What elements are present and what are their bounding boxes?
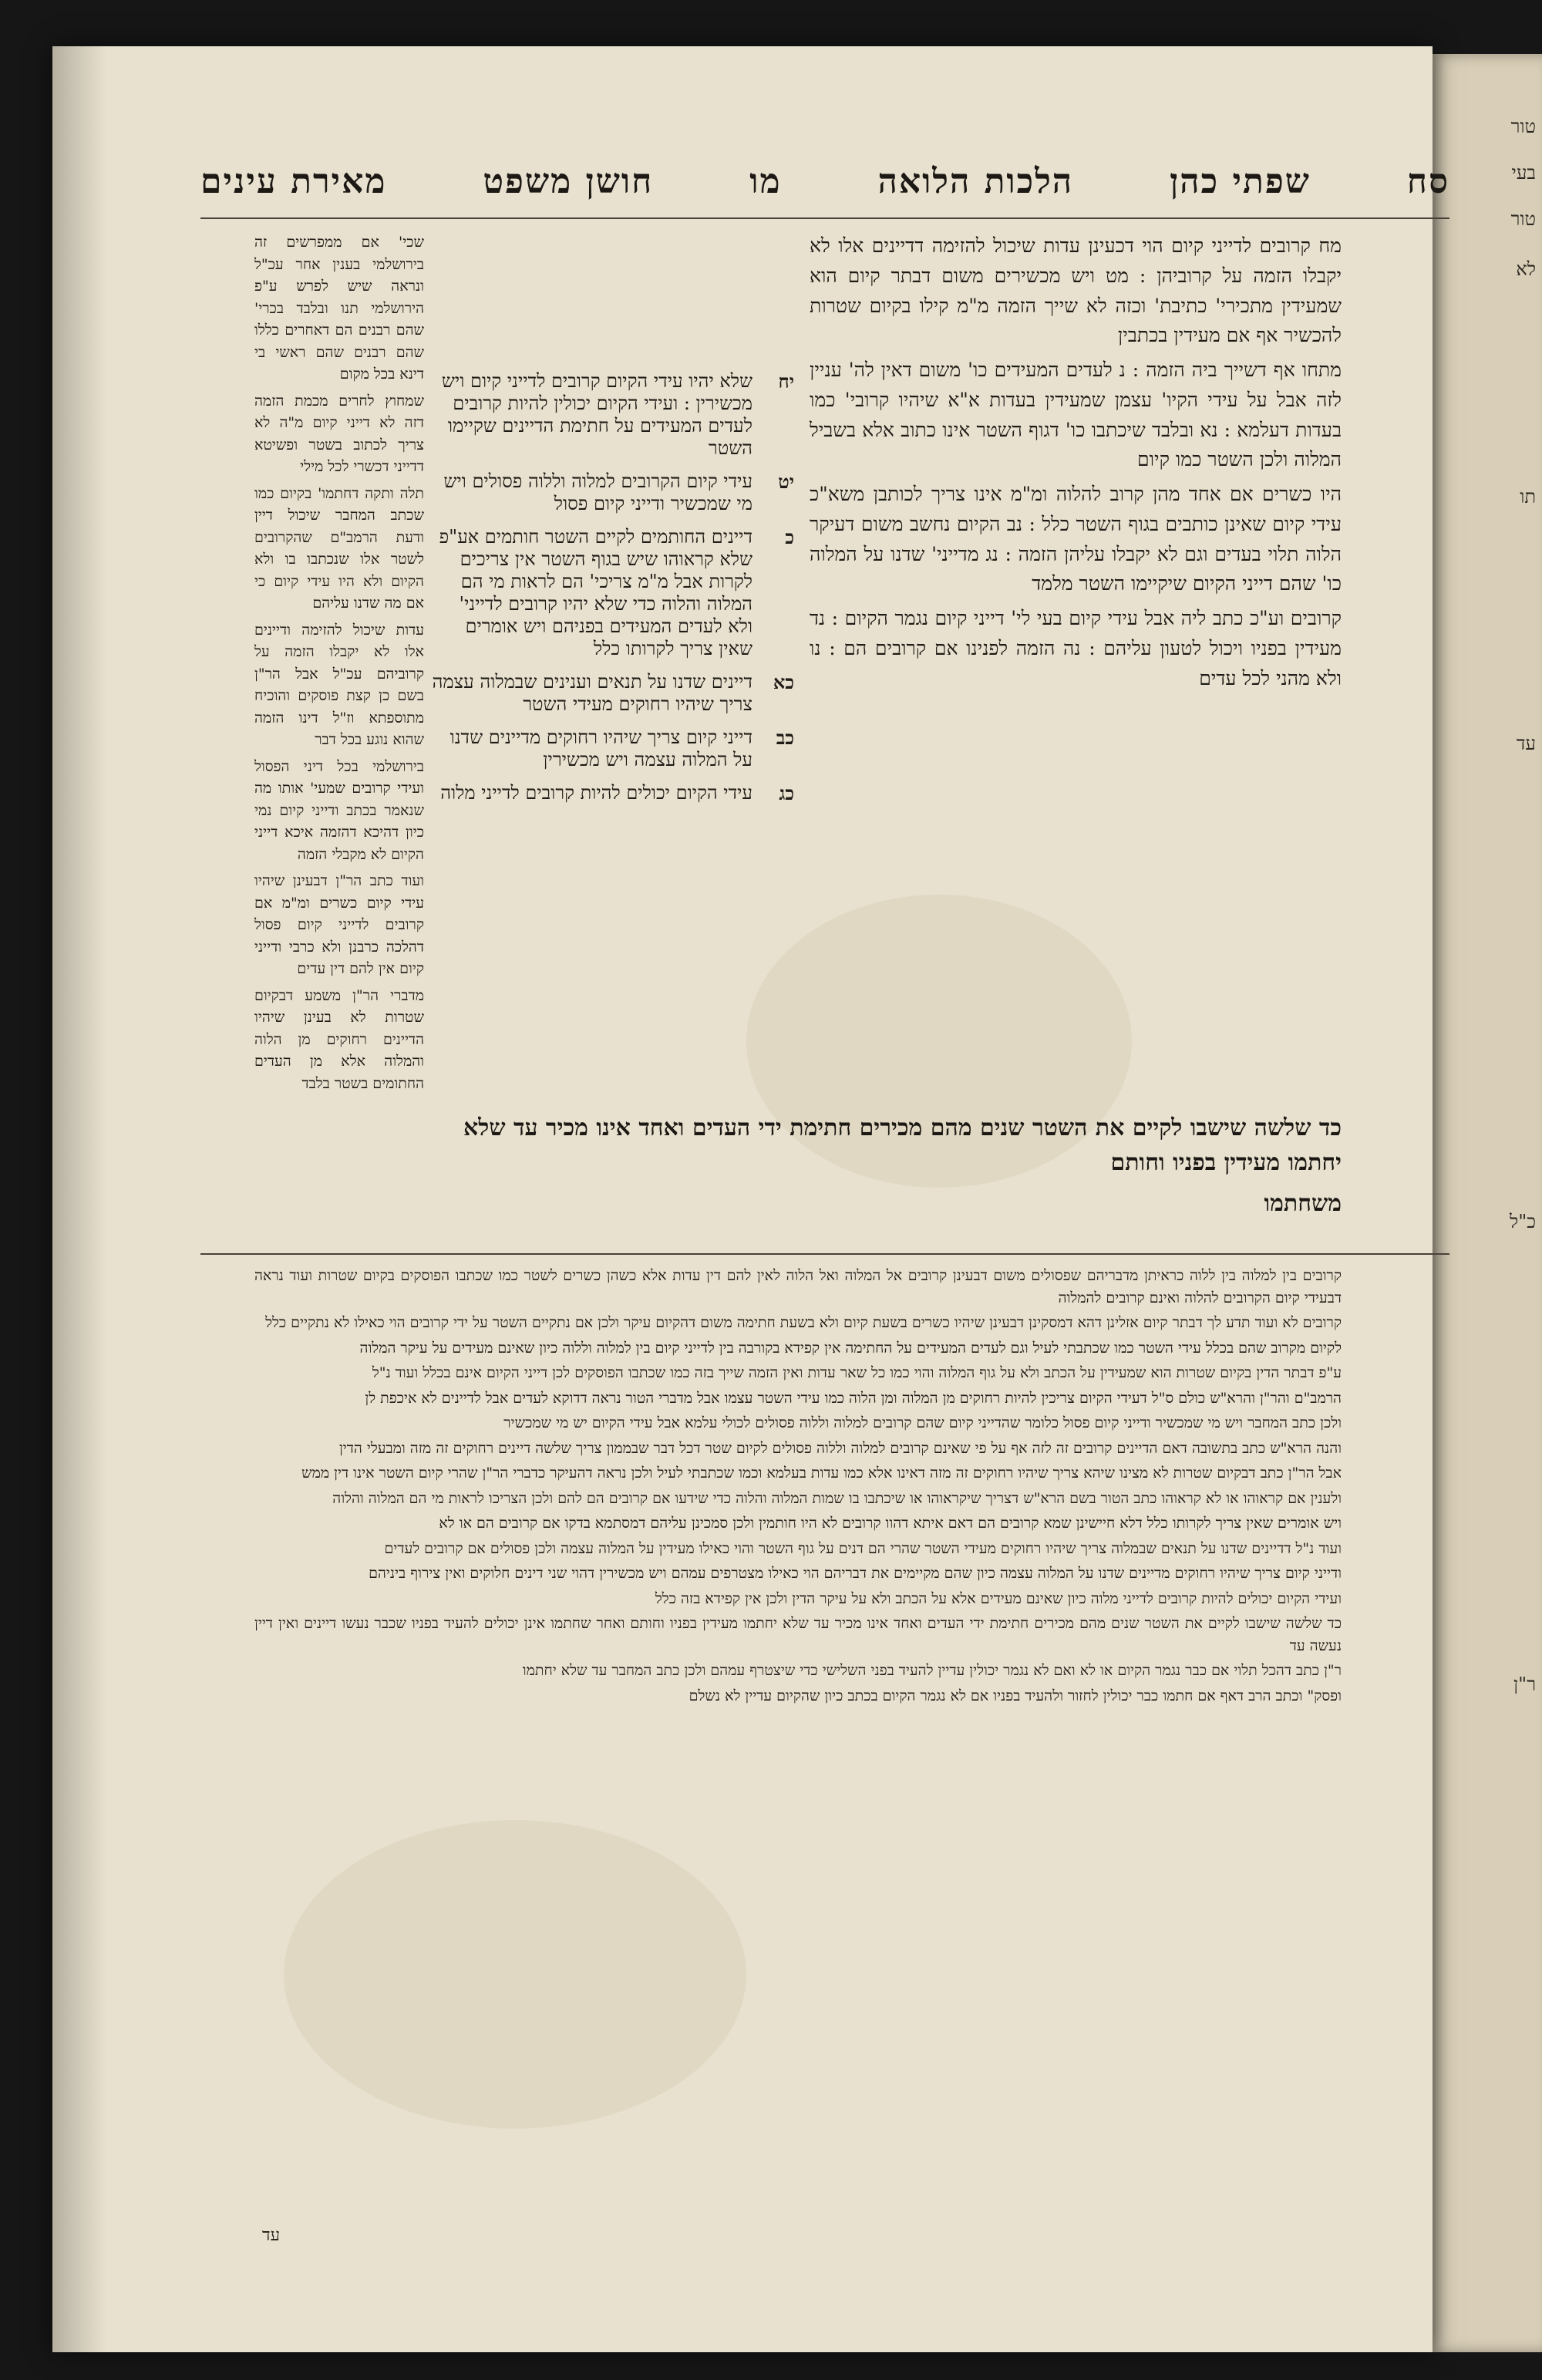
commentary-paragraph: ועוד נ"ל דדיינים שדנו על תנאים שבמלוה צריך שיהיו רחוקים מעידי השטר שהרי הם דנים על גוף השטר והוי כאילו מעידין על המלוה עצמה ולכן פסולים אם קרובים לעדים: [384, 1539, 1342, 1557]
bottom-commentary-block: [254, 1265, 1342, 2244]
section-rule: [200, 1253, 1449, 1255]
header-part: חושן משפט: [483, 161, 654, 201]
commentary-paragraph: ע"פ דבתר הדין בקיום שטרות הוא שמעידין על הכתב ולא על גוף המלוה והוי כמו כל שאר עדות ואין הזמה שייך בזה כמו שכתבו הפוסקים לכן דייני הקיום אינם בכלל ועוד נ"ל: [372, 1364, 1342, 1381]
entry-text: עידי הקיום יכולים להיות קרובים לדייני מלוה: [440, 782, 752, 804]
entry-number: יט: [778, 470, 794, 493]
law-entry: [432, 370, 794, 460]
header-part: מו: [749, 161, 782, 201]
commentary-paragraph: לקיום מקרוב שהם בכלל עידי השטר כמו שכתבתי לעיל וגם לעדים המעידים על החתימה אין קפידא בקורבה בין לדייני קיום בין למלוה וללוה כיון שאינם מעידים על עיקר המלוה: [359, 1339, 1342, 1357]
header-part: מאירת עינים: [200, 161, 387, 201]
header-rule: [200, 217, 1449, 219]
page-gutter-shadow: [52, 46, 106, 2352]
commentary-paragraph: קרובים וע"כ כתב ליה אבל עידי קיום בעי לי' דייני קיום נגמר הקיום : נד מעידין בפניו ויכול לטעון עליהם : נה הזמה לפנינו אם קרובים הם : נו ולא מהני לכל עדים: [810, 607, 1342, 689]
entry-number: כא: [773, 671, 794, 693]
next-page-fragment: עד: [1516, 733, 1536, 754]
commentary-paragraph: בירושלמי בכל דיני הפסול ועידי קרובים שמעי' אותו מה שנאמר בכתב ודייני קיום נמי כיון דהיכא דהזמה איכא דייני הקיום לא מקבלי הזמה: [254, 757, 424, 863]
entry-number: יח: [778, 370, 794, 393]
entry-number: כג: [779, 782, 794, 804]
next-page-fragment: טור: [1510, 208, 1536, 230]
law-entry: [432, 526, 794, 660]
commentary-paragraph: והנה הרא"ש כתב בתשובה דאם הדיינים קרובים זה לזה אף על פי שאינם קרובים למלוה וללוה פסולים לקיום שטר דכל דבר שבממון צריך שלשה דיינים רחוקים זה מזה ומבעלי הדין: [338, 1439, 1342, 1457]
section-heading-line: כד שלשה שישבו לקיים את השטר שנים מהם מכירים חתימת ידי העדים ואחד אינו מכיר עד שלא יחתמו מעידין בפניו וחותם: [463, 1114, 1342, 1176]
entry-number: כב: [776, 726, 794, 749]
running-header: [200, 154, 1449, 208]
commentary-paragraph: מדברי הר"ן משמע דבקיום שטרות לא בעינן שיהיו הדיינים רחוקים מן הלוה והמלוה אלא מן העדים החתומים בשטר בלבד: [254, 986, 424, 1092]
commentary-paragraph: מתחו אף דשייך ביה הזמה : נ לעדים המעידים כו' משום דאין לה' עניין לזה אבל על עידי הקיו' עצמן שמעידין בעדות א"א שיהיו קרובי' כמו בעדות דעלמא : נא ובלבד שיכתבו כו' דגוף השטר אינו כתוב אלא בשביל המלוה ולכן השטר כמו קיום: [810, 359, 1342, 471]
commentary-paragraph: עדות שיכול להזימה ודיינים אלו לא יקבלו הזמה על קרוביהם עכ"ל אבל הר"ן בשם כן קצת פוסקים והוכיח מתוספתא וז"ל דינו הזמה שהוא נוגע בכל דבר: [254, 621, 424, 748]
law-entry: [432, 470, 794, 515]
commentary-paragraph: ועידי הקיום יכולים להיות קרובים לדייני מלוה כיון שאינם מעידים אלא על הכתב ולא על עיקר הדין ולכן אין קפידא בזה כלל: [655, 1589, 1342, 1607]
commentary-paragraph: שכי' אם ממפרשים זה בירושלמי בענין אחר עכ"ל ונראה שיש לפרש ע"פ הירושלמי תנו ובלבד בכרי' שהם רבנים הם דאחרים כללו שהם רבנים שהם ראשי בי דינא בכל מקום: [254, 234, 424, 383]
next-page-fragment: תו: [1520, 486, 1536, 507]
next-page-fragment: ר"ן: [1513, 1674, 1536, 1695]
entry-text: שלא יהיו עידי הקיום קרובים לדייני קיום ויש מכשירין : ועידי הקיום יכולין להיות קרובים לעדים המעידים על חתימת הדיינים שקיימו השטר: [441, 370, 752, 459]
commentary-paragraph: קרובים לא ועוד תדע לך דבתר קיום אזלינן דהא דמסקינן דבעינן שיהיו כשרים בשעת קיום ולא בשעת חתימה משום דהקיום עיקר ולכן אם נתקיים השטר על ידי קרובים הוי כאילו לא נתקיים כלל: [265, 1314, 1342, 1331]
entry-text: עידי קיום הקרובים למלוה וללוה פסולים ויש מי שמכשיר ודייני קיום פסול: [443, 470, 752, 514]
left-commentary-column: [254, 231, 424, 1249]
header-part: שפתי כהן: [1170, 161, 1311, 201]
section-heading-line: משחתמו: [1264, 1190, 1342, 1217]
entry-text: דיינים שדנו על תנאים וענינים שבמלוה עצמה צריך שיהיו רחוקים מעידי השטר: [432, 671, 752, 715]
commentary-paragraph: ויש אומרים שאין צריך לקרותו כלל דלא חיישינן שמא קרובים הם דאם איתא דהוו קרובים לא היו חותמין ולכן סמכינן עליהם דמסתמא בדקו אם קרובים הם או לא: [439, 1515, 1342, 1532]
commentary-paragraph: מח קרובים לדייני קיום הוי דכעינן עדות שיכול להזימה דדיינים אלו לא יקבלו הזמה על קרוביהן : מט ויש מכשירים משום דבתר קיום הוא שמעידין מתכירי' כתיבת' וכזה לא שייך הזמה מ"מ קילו בקיום שטרות להכשיר אף אם מעידין בכתבין: [810, 234, 1342, 347]
next-page-fragment: בעי: [1511, 162, 1536, 184]
entry-text: דייני קיום צריך שיהיו רחוקים מדיינים שדנו על המלוה עצמה ויש מכשירין: [449, 726, 752, 770]
commentary-paragraph: ודייני קיום צריך שיהיו רחוקים מדיינים שדנו על המלוה עצמה כיון שהם מקיימים את דבריהם הוי כאילו מצטרפים עמהם ויש מכשירין דהוי שני דינים חלוקים ואין צירוף ביניהם: [369, 1565, 1342, 1582]
law-entry: [432, 671, 794, 716]
commentary-paragraph: תלה ותקה דחתמו' בקיום כמו שכתב המחבר שיכול דיין ודעת הרמב"ם שהקרובים לשטר אלו שנכתבו בו ולא הקיום ולא היו עידי קיום כי אם מה שדנו עליהם: [254, 484, 424, 612]
commentary-paragraph: הרמב"ם והר"ן והרא"ש כולם ס"ל דעידי הקיום צריכין להיות רחוקים מן המלוה ומן הלוה כמו עידי השטר עצמו אבל מדברי הטור נראה דדוקא לעדים אבל לדיינים לא איכפת לן: [365, 1389, 1342, 1407]
commentary-paragraph: ועוד כתב הר"ן דבעינן שיהיו עידי קיום כשרים ומ"מ אם קרובים לדייני קיום פסול דהלכה כרבנן ולא כרבי ודייני קיום אין להם דין עדים: [254, 872, 424, 977]
header-part: הלכות הלואה: [877, 161, 1074, 201]
next-page-fragment: טור: [1510, 116, 1536, 137]
page-number: סח: [1406, 161, 1449, 201]
next-page-fragment: לא: [1516, 258, 1536, 280]
entry-text: דיינים החותמים לקיים השטר חותמים אע"פ שלא קראוהו שיש בגוף השטר אין צריכים לקרות אבל מ"מ צריכי' הם לראות מי הם המלוה והלוה כדי שלא יהיו קרובים לדייני' ולא לעדים המעידים בפניהם ויש אומרים שאין צריך לקרותו כלל: [439, 526, 752, 659]
commentary-paragraph: ופסק" וכתב הרב דאף אם חתמו כבר יכולין לחזור ולהעיד בפניו אם לא נגמר הקיום בכתב כיון שהקיום עדיין לא נשלם: [689, 1687, 1342, 1704]
entry-number: כ: [785, 526, 794, 548]
commentary-paragraph: כד שלשה שישבו לקיים את השטר שנים מהם מכירים חתימת ידי העדים ואחד אינו מכיר עד שלא יחתמו מעידין בפניו וחותם ואחר שחתמו אינן יכולים להעיד בפניו שכבר נעשו דיינים ואין דיין נעשה עד: [254, 1615, 1342, 1654]
commentary-paragraph: שמחוץ לחרים מכמת הזמה דזה לא דייני קיום מ"ה לא צריך לכתוב בשטר ופשיטא דדייני דכשרי לכל מילי: [254, 392, 424, 475]
next-page-fragment: כ"ל: [1510, 1211, 1536, 1232]
commentary-paragraph: ר"ן כתב דהכל תלוי אם כבר נגמר הקיום או לא ואם לא נגמר יכולין עדיין להעיד בפני השלישי כדי שיצטרף עמהם ולכן כתב המחבר עד שלא יחתמו: [522, 1662, 1342, 1679]
catchword: עד: [262, 2226, 281, 2245]
next-page-edge: [1426, 54, 1542, 2352]
section-heading: [432, 1111, 1342, 1227]
commentary-paragraph: אבל הר"ן כתב דבקיום שטרות לא מצינו שיהא צריך שיהיו רחוקים זה מזה דאינו אלא כמו עדות בעלמא וכמו שכתבתי לעיל ולכן נראה דהעיקר כדברי הר"ן שהרי קיום השטר אינו דין ממש: [301, 1465, 1342, 1482]
law-entry: [432, 782, 794, 805]
law-entry: [432, 726, 794, 771]
commentary-paragraph: היו כשרים אם אחד מהן קרוב להלוה ומ"מ אינו צריך לכותבן משא"כ עידי קיום שאינן כותבים בגוף השטר כלל : נב הקיום נחשב משום דעיקר הלוה תלוי בעדים וגם לא יקבלו עליהן הזמה : נג מדייני' שדנו על המלוה כו' שהם דייני הקיום שיקיימו השטר מלמד: [810, 483, 1342, 595]
commentary-paragraph: ולכן כתב המחבר ויש מי שמכשיר ודייני קיום פסול כלומר שהדייני קיום שהם קרובים למלוה וללוה פסולים לכולי עלמא אבל עידי הקיום יש מי שמכשיר: [503, 1414, 1342, 1431]
right-commentary-column: [810, 231, 1342, 1103]
commentary-paragraph: קרובים בין למלוה בין ללוה כראיתן מדבריהם שפסולים משום דבעינן קרובים אל המלוה ואל הלוה לאין להם דין עדות אלא כשהן כשרים לשטר כמו שכתבו הפוסקים בקיום שטרות ועוד נראה דבעידי קיום הקרובים להלוה ואינם קרובים להמלוה: [254, 1267, 1342, 1306]
commentary-paragraph: ולענין אם קראוהו או לא קראוהו כתב הטור בשם הרא"ש דצריך שיקראוהו או שיכתבו בו שמות המלוה והלוה כדי שידעו אם קרובים הם להם ולכן הצריכו לראות מי הם המלוה והלוה: [332, 1489, 1342, 1507]
